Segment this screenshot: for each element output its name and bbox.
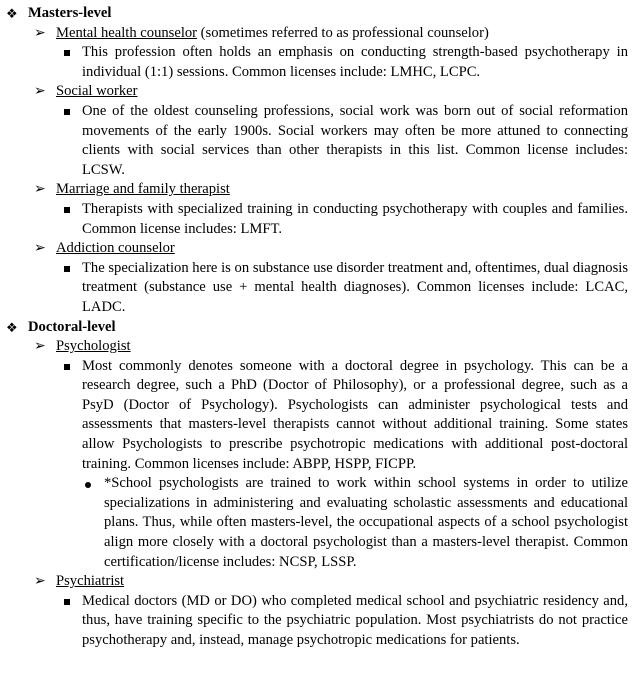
role-description-text: Most commonly denotes someone with a doctoral degree in psychology. This can be a research degree, such a PhD (Doctor of Philosophy), or a professional degree, such as a PsyD (Doctor of Psychology). Psychologists can administer psychological tests and assessments that masters-level therapists cannot without additional training. Some states allow Psychologists to prescribe psychotropic medications with additional post-doctoral training. Common licenses include: ABPP, HSPP, FICPP. [82, 357, 628, 472]
square-bullet-icon [64, 200, 70, 221]
role-description-text: This profession often holds an emphasis on conducting strength-based psychotherapy in individual (1:1) sessions. Common licenses include: LMHC, LCPC. [82, 44, 628, 80]
section-title: Masters-level [28, 5, 112, 21]
role-description-text: The specialization here is on substance use disorder treatment and, oftentimes, dual diagnosis treatment (substance use + mental health diagnoses). Common licenses include: LCAC, LADC. [82, 259, 628, 315]
arrow-bullet-icon: ➢ [34, 574, 46, 590]
role-description [60, 43, 628, 82]
arrow-bullet-icon: ➢ [34, 182, 46, 198]
section-masters-level [6, 4, 628, 318]
square-bullet-icon [64, 43, 70, 64]
role-title: Social worker [56, 83, 138, 100]
role-title: Mental health counselor [56, 24, 198, 41]
role-description [60, 102, 628, 180]
square-bullet-icon [64, 357, 70, 378]
square-bullet-icon [64, 102, 70, 123]
square-bullet-icon [64, 592, 70, 613]
role-mental-health-counselor [32, 24, 628, 83]
role-psychologist [32, 337, 628, 572]
role-title: Psychologist [56, 338, 131, 355]
role-description [60, 259, 628, 318]
section-doctoral-level [6, 318, 628, 651]
role-social-worker [32, 82, 628, 180]
arrow-bullet-icon: ➢ [34, 84, 46, 100]
role-description-text: Medical doctors (MD or DO) who completed medical school and psychiatric residency and, thus, have training specific to the psychiatric population. Most psychiatrists do not practice psychotherapy and, instead, manage psychotropic medications for patients. [82, 592, 628, 648]
role-description [60, 357, 628, 573]
role-subnote-text: *School psychologists are trained to work within school systems in order to utilize specializations in administering and evaluating scholastic assessments and educational plans. Thus, while often masters-level, the occupational aspects of a school psychologist align more closely with a doctoral psychologist than a masters-level therapist. Common certification/license includes: NCSP, LSSP. [104, 475, 628, 570]
arrow-bullet-icon: ➢ [34, 339, 46, 355]
role-title: Marriage and family therapist [56, 181, 230, 198]
role-psychiatrist [32, 572, 628, 650]
role-description-text: One of the oldest counseling professions, social work was born out of social reformation movements of the early 1900s. Social workers may often be more attuned to connecting clients with social services than other therapists in this list. Common license includes: LCSW. [82, 102, 628, 178]
role-description [60, 200, 628, 239]
arrow-bullet-icon: ➢ [34, 241, 46, 257]
section-title: Doctoral-level [28, 318, 116, 335]
role-addiction-counselor [32, 239, 628, 317]
round-bullet-icon [85, 474, 91, 494]
diamond-bullet-icon: ❖ [6, 319, 18, 335]
role-subnote [82, 474, 628, 572]
role-title: Addiction counselor [56, 240, 175, 257]
arrow-bullet-icon: ➢ [34, 25, 46, 41]
role-description-text: Therapists with specialized training in conducting psychotherapy with couples and families. Common license includes: LMFT. [82, 200, 628, 237]
square-bullet-icon [64, 259, 70, 280]
role-title: Psychiatrist [56, 573, 125, 590]
role-note: (sometimes referred to as professional counselor) [197, 24, 489, 41]
role-description [60, 592, 628, 651]
diamond-bullet-icon: ❖ [6, 6, 18, 21]
role-marriage-family-therapist [32, 180, 628, 239]
